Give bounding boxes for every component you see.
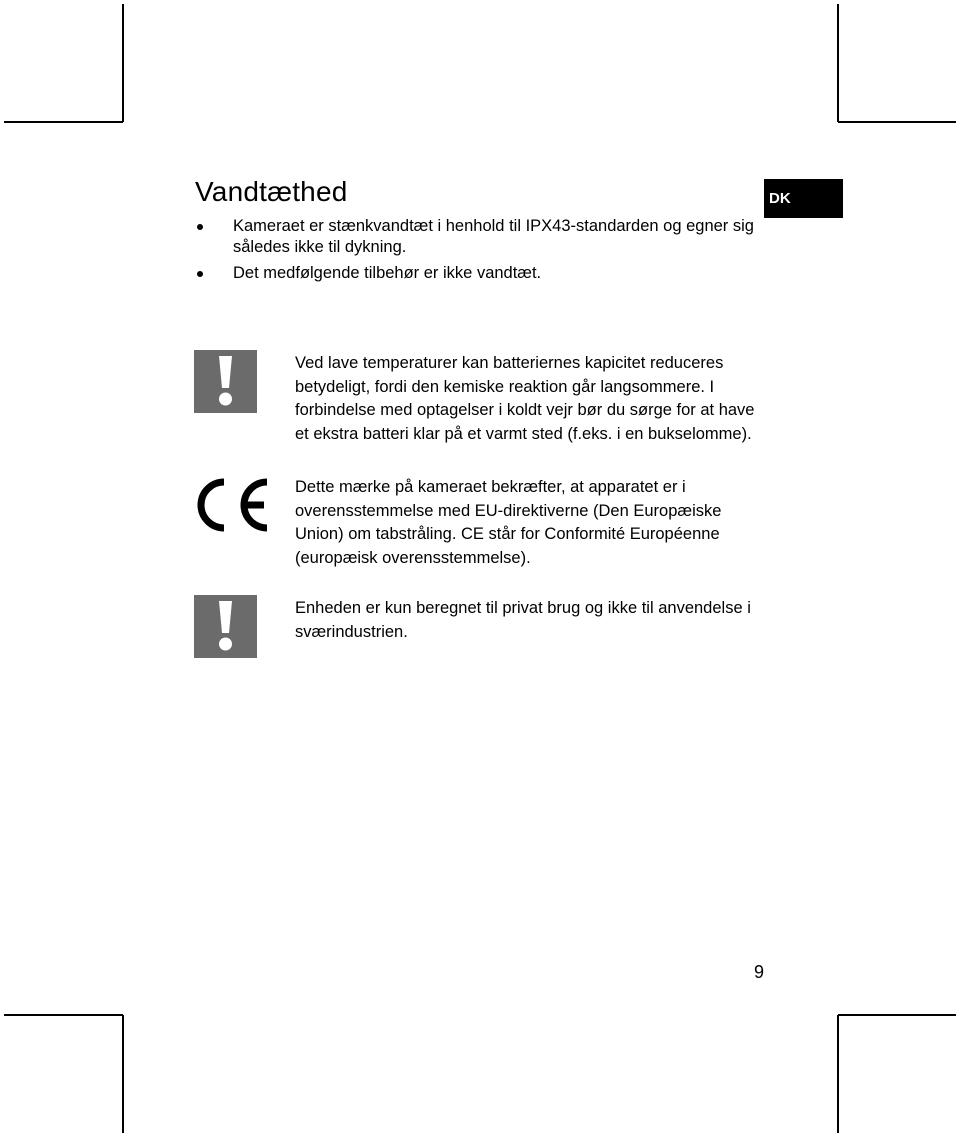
language-tab <box>764 179 843 218</box>
list-item-text: Det medfølgende tilbehør er ikke vandtæt. <box>233 264 542 282</box>
language-tab-label: DK <box>769 190 791 207</box>
crop-mark-bottom-left-horizontal <box>4 1014 123 1016</box>
list-item-text: Kameraet er stænkvandtæt i henhold til IPX43-standarden og egner sig således ikke til dykning. <box>233 217 754 256</box>
notice-text-battery: Ved lave temperaturer kan batteriernes kapicitet reduceres betydeligt, fordi den kemiske reaktion går langsommere. I forbindelse med optagelser i koldt vejr bør du sørge for at have et ekstra batteri klar på et varmt sted (f.eks. i en bukselomme). <box>295 354 755 443</box>
notice-text-ce: Dette mærke på kameraet bekræfter, at apparatet er i overensstemmelse med EU-direktiverne (Den Europæiske Union) om tabstråling. CE står for Conformité Européenne (europæisk overensstemmelse). <box>295 478 722 567</box>
ce-mark-icon <box>194 478 270 532</box>
crop-mark-bottom-right-horizontal <box>838 1014 956 1016</box>
list-item <box>195 216 755 258</box>
bullet-icon <box>197 224 203 230</box>
crop-mark-top-right-vertical <box>837 4 839 122</box>
warning-exclamation-icon <box>194 595 257 658</box>
crop-mark-top-right-horizontal <box>838 121 956 123</box>
notice-text-private-use: Enheden er kun beregnet til privat brug og ikke til anvendelse i sværindustrien. <box>295 599 751 641</box>
list-item <box>195 263 755 284</box>
crop-mark-bottom-right-vertical <box>837 1015 839 1133</box>
crop-mark-top-left-horizontal <box>4 121 123 123</box>
bullet-icon <box>197 271 203 277</box>
section-title: Vandtæthed <box>195 176 348 207</box>
crop-mark-top-left-vertical <box>122 4 124 122</box>
crop-mark-bottom-left-vertical <box>122 1015 124 1133</box>
bullet-list <box>195 216 755 289</box>
warning-exclamation-icon <box>194 350 257 413</box>
page-number: 9 <box>754 962 765 982</box>
